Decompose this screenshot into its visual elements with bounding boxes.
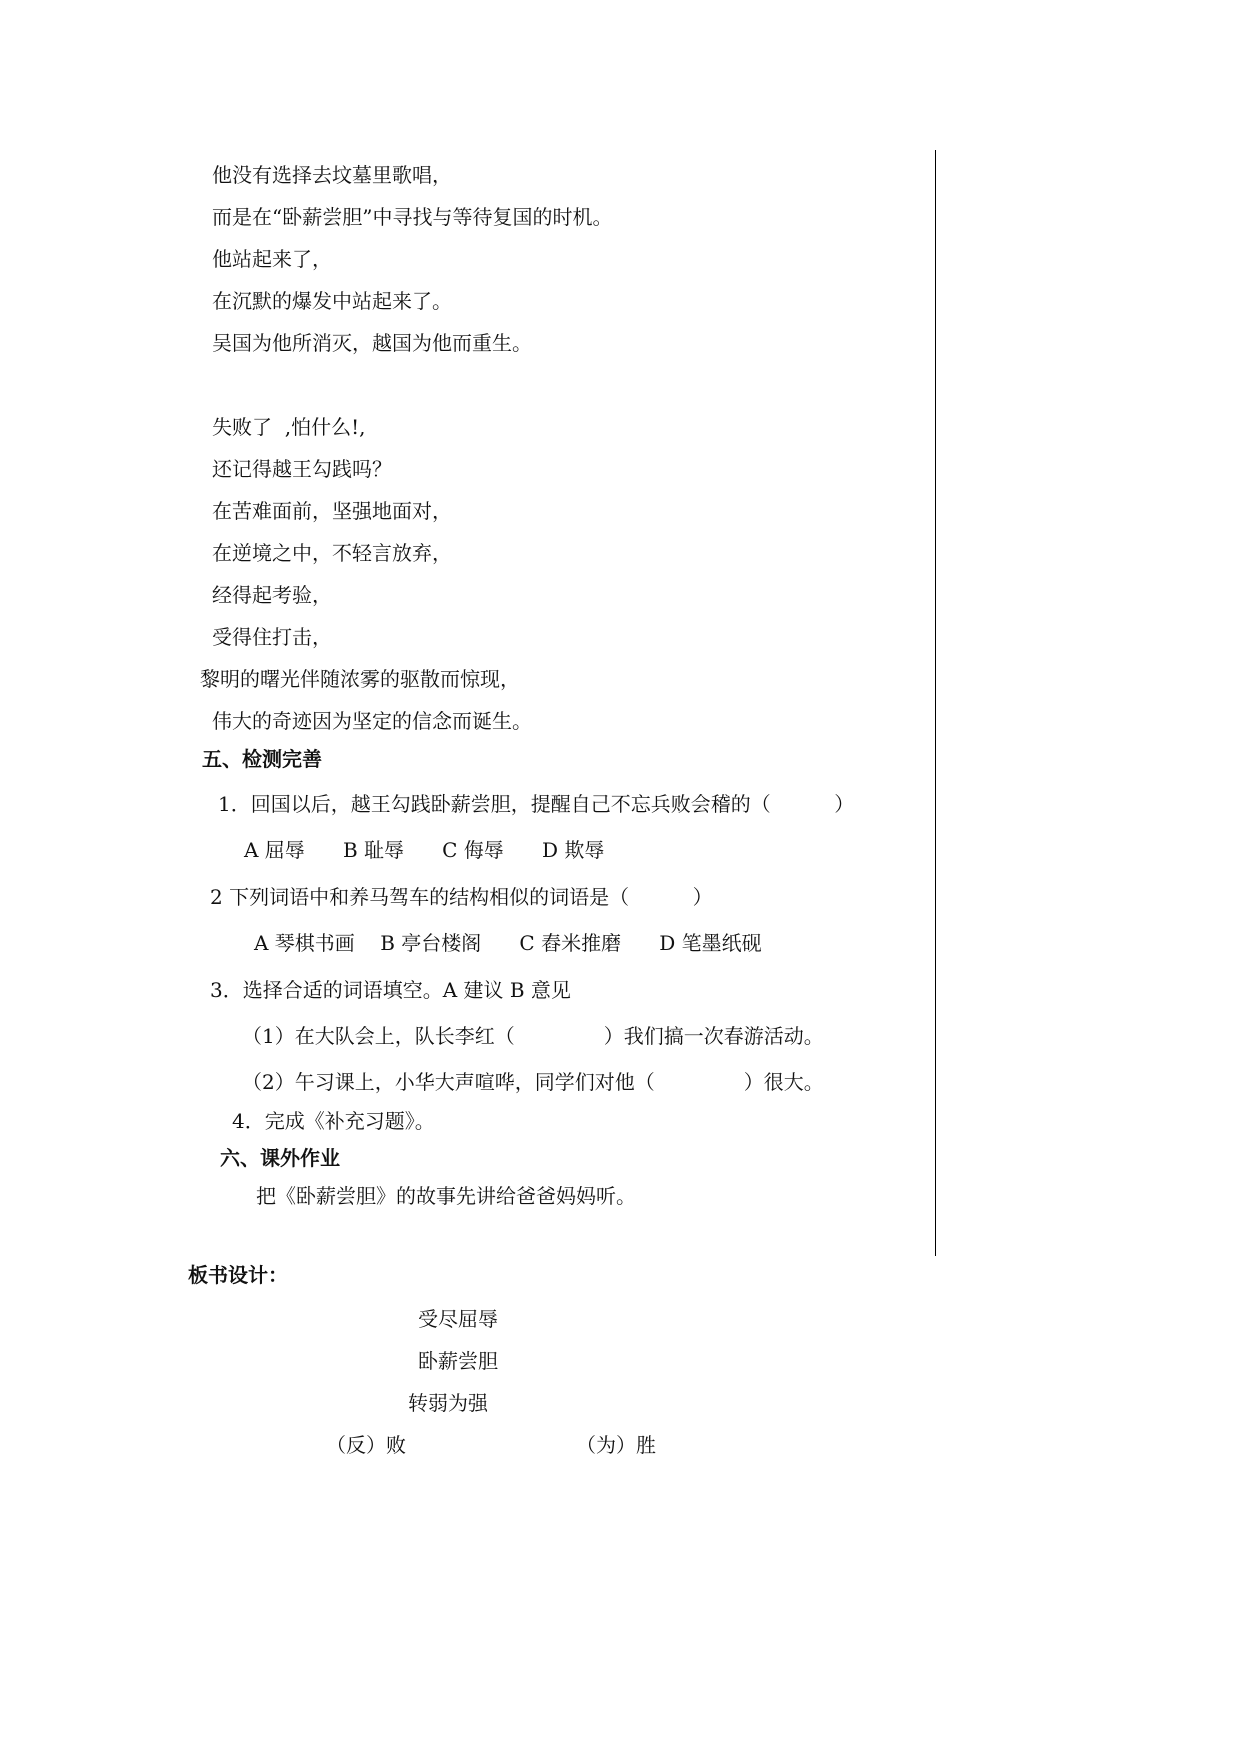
board-right-label: （为）胜 [576,1433,656,1457]
question-3: 3．选择合适的词语填空。A 建议 B 意见 [210,978,571,1002]
board-line-2: 卧薪尝胆 [418,1349,498,1373]
board-design-heading: 板书设计： [188,1263,288,1287]
question-2: 2 下列词语中和养马驾车的结构相似的词语是（ ） [210,885,713,909]
board-left-label: （反）败 [326,1433,406,1457]
poem-line-12: 黎明的曙光伴随浓雾的驱散而惊现， [200,667,520,691]
poem-line-5: 吴国为他所消灭，越国为他而重生。 [212,331,532,355]
board-line-3: 转弱为强 [408,1391,488,1415]
board-line-1: 受尽屈辱 [418,1307,498,1331]
poem-line-8: 在苦难面前，坚强地面对， [212,499,452,523]
poem-line-11: 受得住打击， [212,625,332,649]
poem-line-13: 伟大的奇迹因为坚定的信念而诞生。 [212,709,532,733]
question-4: 4．完成《补充习题》。 [232,1109,435,1133]
question-2-options: A 琴棋书画 B 亭台楼阁 C 舂米推磨 D 笔墨纸砚 [254,931,762,955]
question-1-options: A 屈辱 B 耻辱 C 侮辱 D 欺辱 [244,838,605,862]
poem-line-7: 还记得越王勾践吗？ [212,457,392,481]
poem-line-6: 失败了 ,怕什么!, [212,415,366,439]
poem-line-4: 在沉默的爆发中站起来了。 [212,289,452,313]
section-5-heading: 五、检测完善 [202,747,322,771]
section-6-heading: 六、课外作业 [220,1146,340,1170]
table-border-right [935,150,936,1256]
poem-line-2: 而是在“卧薪尝胆”中寻找与等待复国的时机。 [212,205,613,229]
poem-line-3: 他站起来了， [212,247,332,271]
poem-line-1: 他没有选择去坟墓里歌唱， [212,163,452,187]
question-1: 1．回国以后，越王勾践卧薪尝胆，提醒自己不忘兵败会稽的（ ） [218,792,855,816]
question-3-item-1: （1）在大队会上，队长李红（ ）我们搞一次春游活动。 [242,1024,824,1048]
homework-text: 把《卧薪尝胆》的故事先讲给爸爸妈妈听。 [256,1184,636,1208]
question-3-item-2: （2）午习课上，小华大声喧哗，同学们对他（ ）很大。 [242,1070,824,1094]
poem-line-9: 在逆境之中，不轻言放弃， [212,541,452,565]
poem-line-10: 经得起考验， [212,583,332,607]
